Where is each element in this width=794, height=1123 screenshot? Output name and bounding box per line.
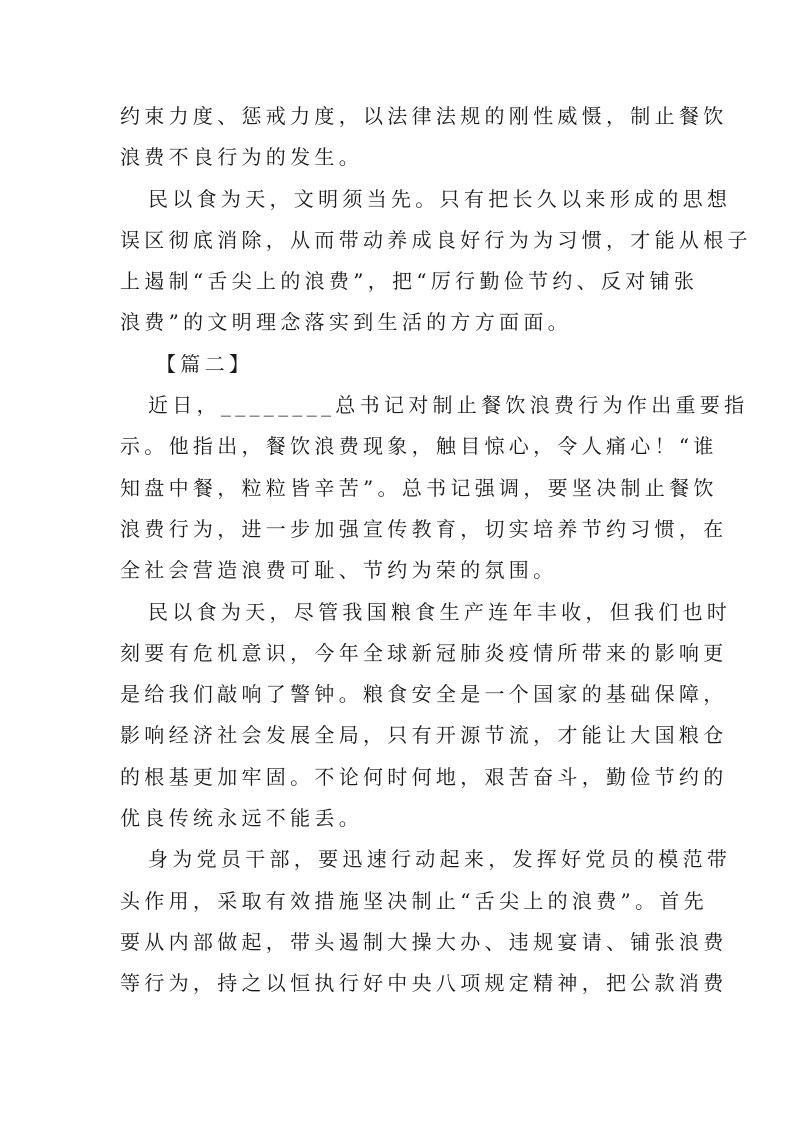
paragraph-line: 身为党员干部，要迅速行动起来，发挥好党员的模范带	[148, 847, 732, 872]
paragraph-line: 浪费不良行为的发生。	[120, 145, 363, 170]
paragraph-line: 上遏制“舌尖上的浪费”，把“厉行勤俭节约、反对铺张	[120, 269, 699, 294]
paragraph-line: 浪费行为，进一步加强宣传教育，切实培养节约习惯，在	[120, 516, 728, 541]
paragraph-line: 约束力度、惩戒力度，以法律法规的刚性威慑，制止餐饮	[120, 104, 728, 128]
paragraph-line: 全社会营造浪费可耻、节约为荣的氛围。	[120, 558, 558, 583]
paragraph-line: 影响经济社会发展全局，只有开源节流，才能让大国粮仓	[120, 723, 728, 748]
document-body	[120, 96, 752, 1005]
paragraph-line: 知盘中餐，粒粒皆辛苦”。总书记强调，要坚决制止餐饮	[120, 475, 718, 500]
paragraph-line: 示。他指出，餐饮浪费现象，触目惊心，令人痛心！“谁	[120, 434, 718, 459]
paragraph-line: 优良传统永远不能丢。	[120, 806, 363, 831]
paragraph-line: 等行为，持之以恒执行好中央八项规定精神，把公款消费	[120, 971, 728, 996]
paragraph-line: 的根基更加牢固。不论何时何地，艰苦奋斗，勤俭节约的	[120, 764, 728, 789]
paragraph-line: 要从内部做起，带头遏制大操大办、违规宴请、铺张浪费	[120, 929, 728, 954]
section-heading: 【篇二】	[156, 351, 254, 376]
paragraph-line: 民以食为天，尽管我国粮食生产连年丰收，但我们也时	[148, 599, 732, 624]
paragraph-line: 民以食为天，文明须当先。只有把长久以来形成的思想	[148, 186, 732, 211]
paragraph-line: 近日，________总书记对制止餐饮浪费行为作出重要指	[148, 393, 749, 418]
paragraph-line: 刻要有危机意识，今年全球新冠肺炎疫情所带来的影响更	[120, 640, 728, 665]
paragraph-line: 误区彻底消除，从而带动养成良好行为为习惯，才能从根子	[120, 227, 752, 252]
paragraph-line: 头作用，采取有效措施坚决制止“舌尖上的浪费”。首先	[120, 888, 708, 913]
paragraph-line: 是给我们敲响了警钟。粮食安全是一个国家的基础保障，	[120, 682, 728, 707]
paragraph-line: 浪费”的文明理念落实到生活的方方面面。	[120, 310, 572, 335]
